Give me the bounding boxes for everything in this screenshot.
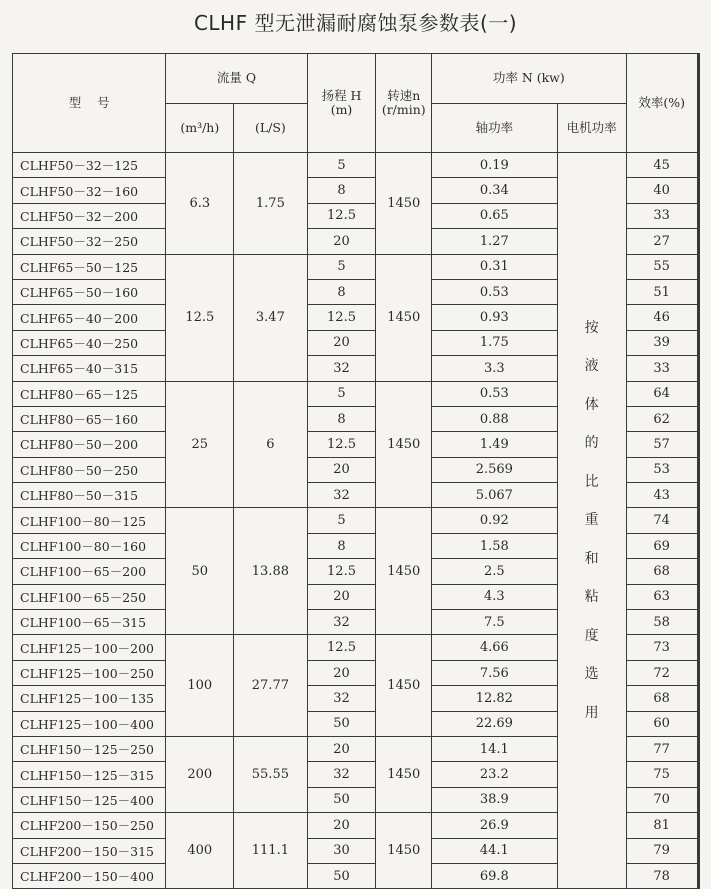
efficiency-cell: 74 <box>626 508 697 533</box>
impeller-cell <box>698 483 699 508</box>
header-flow-unit-ls: (L/S) <box>234 103 307 153</box>
flow-m3h-cell: 12.5 <box>166 254 234 381</box>
header-impeller <box>698 54 699 153</box>
model-cell: CLHF80－50－250 <box>13 457 166 482</box>
model-cell: CLHF125－100－200 <box>13 635 166 660</box>
shaft-power-cell: 0.65 <box>432 203 558 228</box>
model-cell: CLHF100－65－315 <box>13 610 166 635</box>
page-title: CLHF 型无泄漏耐腐蚀泵参数表(一) <box>193 11 518 35</box>
head-cell: 20 <box>307 736 376 761</box>
efficiency-cell: 75 <box>626 762 697 787</box>
flow-ls-cell: 13.88 <box>234 508 307 635</box>
head-cell: 5 <box>307 508 376 533</box>
shaft-power-cell: 22.69 <box>432 711 558 736</box>
model-cell: CLHF150－125－400 <box>13 787 166 812</box>
model-cell: CLHF50－32－200 <box>13 203 166 228</box>
shaft-power-cell: 69.8 <box>432 863 558 888</box>
shaft-power-cell: 0.31 <box>432 254 558 279</box>
head-cell: 5 <box>307 381 376 406</box>
impeller-cell <box>698 559 699 584</box>
impeller-cell <box>698 229 699 254</box>
model-cell: CLHF125－100－250 <box>13 660 166 685</box>
model-cell: CLHF100－80－160 <box>13 533 166 558</box>
shaft-power-cell: 7.56 <box>432 660 558 685</box>
header-power: 功率 N (kw) <box>432 54 627 104</box>
efficiency-cell: 43 <box>626 483 697 508</box>
flow-ls-cell: 111.1 <box>234 813 307 889</box>
efficiency-cell: 62 <box>626 406 697 431</box>
header-flow-unit-m3h: (m³/h) <box>166 103 234 153</box>
head-cell: 12.5 <box>307 305 376 330</box>
shaft-power-cell: 0.88 <box>432 406 558 431</box>
efficiency-cell: 64 <box>626 381 697 406</box>
flow-m3h-cell: 100 <box>166 635 234 737</box>
shaft-power-cell: 26.9 <box>432 813 558 838</box>
head-cell: 30 <box>307 838 376 863</box>
shaft-power-cell: 23.2 <box>432 762 558 787</box>
model-cell: CLHF65－50－160 <box>13 279 166 304</box>
speed-cell: 1450 <box>376 153 432 255</box>
impeller-cell <box>698 610 699 635</box>
impeller-cell <box>698 711 699 736</box>
impeller-cell <box>698 787 699 812</box>
impeller-cell <box>698 863 699 888</box>
impeller-cell <box>698 457 699 482</box>
impeller-cell <box>698 203 699 228</box>
pump-parameter-table <box>12 53 700 889</box>
model-cell: CLHF50－32－160 <box>13 178 166 203</box>
model-cell: CLHF150－125－250 <box>13 736 166 761</box>
efficiency-cell: 68 <box>626 559 697 584</box>
head-cell: 20 <box>307 229 376 254</box>
shaft-power-cell: 7.5 <box>432 610 558 635</box>
head-cell: 32 <box>307 762 376 787</box>
head-cell: 32 <box>307 356 376 381</box>
model-cell: CLHF65－40－200 <box>13 305 166 330</box>
header-model: 型 号 <box>13 54 166 153</box>
model-cell: CLHF80－50－200 <box>13 432 166 457</box>
impeller-cell <box>698 838 699 863</box>
shaft-power-cell: 1.75 <box>432 330 558 355</box>
efficiency-cell: 33 <box>626 356 697 381</box>
flow-ls-cell: 55.55 <box>234 736 307 812</box>
efficiency-cell: 81 <box>626 813 697 838</box>
model-cell: CLHF65－40－315 <box>13 356 166 381</box>
impeller-cell <box>698 533 699 558</box>
impeller-cell <box>698 330 699 355</box>
head-cell: 12.5 <box>307 432 376 457</box>
impeller-cell <box>698 381 699 406</box>
head-cell: 20 <box>307 584 376 609</box>
flow-m3h-cell: 25 <box>166 381 234 508</box>
efficiency-cell: 63 <box>626 584 697 609</box>
efficiency-cell: 53 <box>626 457 697 482</box>
speed-cell: 1450 <box>376 381 432 508</box>
head-cell: 20 <box>307 330 376 355</box>
flow-m3h-cell: 6.3 <box>166 153 234 255</box>
head-cell: 5 <box>307 254 376 279</box>
efficiency-cell: 39 <box>626 330 697 355</box>
shaft-power-cell: 0.53 <box>432 279 558 304</box>
shaft-power-cell: 4.3 <box>432 584 558 609</box>
impeller-cell <box>698 584 699 609</box>
model-cell: CLHF200－150－250 <box>13 813 166 838</box>
header-speed-unit: (r/min) <box>381 102 426 117</box>
shaft-power-cell: 4.66 <box>432 635 558 660</box>
efficiency-cell: 60 <box>626 711 697 736</box>
model-cell: CLHF125－100－400 <box>13 711 166 736</box>
head-cell: 8 <box>307 178 376 203</box>
speed-cell: 1450 <box>376 813 432 889</box>
shaft-power-cell: 0.19 <box>432 153 558 178</box>
speed-cell: 1450 <box>376 635 432 737</box>
flow-m3h-cell: 200 <box>166 736 234 812</box>
header-speed <box>376 54 432 153</box>
efficiency-cell: 77 <box>626 736 697 761</box>
efficiency-cell: 73 <box>626 635 697 660</box>
model-cell: CLHF150－125－315 <box>13 762 166 787</box>
model-cell: CLHF80－65－160 <box>13 406 166 431</box>
model-cell: CLHF100－65－200 <box>13 559 166 584</box>
flow-ls-cell: 1.75 <box>234 153 307 255</box>
header-shaft-power: 轴功率 <box>432 103 558 153</box>
model-cell: CLHF65－50－125 <box>13 254 166 279</box>
model-cell: CLHF100－80－125 <box>13 508 166 533</box>
flow-ls-cell: 3.47 <box>234 254 307 381</box>
shaft-power-cell: 3.3 <box>432 356 558 381</box>
efficiency-cell: 55 <box>626 254 697 279</box>
efficiency-cell: 45 <box>626 153 697 178</box>
speed-cell: 1450 <box>376 736 432 812</box>
head-cell: 32 <box>307 610 376 635</box>
shaft-power-cell: 5.067 <box>432 483 558 508</box>
header-head-label: 扬程 H <box>321 88 362 103</box>
efficiency-cell: 58 <box>626 610 697 635</box>
head-cell: 12.5 <box>307 559 376 584</box>
head-cell: 50 <box>307 787 376 812</box>
flow-ls-cell: 27.77 <box>234 635 307 737</box>
impeller-cell <box>698 153 699 178</box>
header-flow: 流量 Q <box>166 54 307 104</box>
efficiency-cell: 46 <box>626 305 697 330</box>
head-cell: 5 <box>307 153 376 178</box>
impeller-cell <box>698 305 699 330</box>
model-cell: CLHF100－65－250 <box>13 584 166 609</box>
header-head-unit: (m) <box>330 102 353 117</box>
head-cell: 8 <box>307 406 376 431</box>
model-cell: CLHF125－100－135 <box>13 686 166 711</box>
shaft-power-cell: 38.9 <box>432 787 558 812</box>
impeller-cell <box>698 432 699 457</box>
table-row <box>13 153 700 178</box>
header-head <box>307 54 376 153</box>
shaft-power-cell: 0.93 <box>432 305 558 330</box>
speed-cell: 1450 <box>376 254 432 381</box>
impeller-cell <box>698 635 699 660</box>
impeller-cell <box>698 762 699 787</box>
shaft-power-cell: 1.49 <box>432 432 558 457</box>
head-cell: 20 <box>307 457 376 482</box>
efficiency-cell: 51 <box>626 279 697 304</box>
efficiency-cell: 70 <box>626 787 697 812</box>
model-cell: CLHF65－40－250 <box>13 330 166 355</box>
model-cell: CLHF80－50－315 <box>13 483 166 508</box>
efficiency-cell: 72 <box>626 660 697 685</box>
head-cell: 20 <box>307 813 376 838</box>
shaft-power-cell: 14.1 <box>432 736 558 761</box>
impeller-cell <box>698 406 699 431</box>
efficiency-cell: 57 <box>626 432 697 457</box>
efficiency-cell: 68 <box>626 686 697 711</box>
shaft-power-cell: 0.53 <box>432 381 558 406</box>
speed-cell: 1450 <box>376 508 432 635</box>
flow-ls-cell: 6 <box>234 381 307 508</box>
model-cell: CLHF200－150－315 <box>13 838 166 863</box>
shaft-power-cell: 2.569 <box>432 457 558 482</box>
head-cell: 50 <box>307 863 376 888</box>
efficiency-cell: 33 <box>626 203 697 228</box>
head-cell: 20 <box>307 660 376 685</box>
impeller-cell <box>698 178 699 203</box>
efficiency-cell: 40 <box>626 178 697 203</box>
impeller-cell <box>698 279 699 304</box>
shaft-power-cell: 1.58 <box>432 533 558 558</box>
efficiency-cell: 79 <box>626 838 697 863</box>
flow-m3h-cell: 400 <box>166 813 234 889</box>
header-speed-label: 转速n <box>387 88 421 103</box>
motor-power-note: 按液体的比重和粘度选用 <box>584 319 599 721</box>
impeller-cell <box>698 254 699 279</box>
impeller-cell <box>698 356 699 381</box>
impeller-cell <box>698 660 699 685</box>
model-cell: CLHF50－32－250 <box>13 229 166 254</box>
shaft-power-cell: 1.27 <box>432 229 558 254</box>
head-cell: 32 <box>307 686 376 711</box>
head-cell: 8 <box>307 279 376 304</box>
header-motor-power: 电机功率 <box>557 103 626 153</box>
model-cell: CLHF50－32－125 <box>13 153 166 178</box>
shaft-power-cell: 12.82 <box>432 686 558 711</box>
flow-m3h-cell: 50 <box>166 508 234 635</box>
shaft-power-cell: 44.1 <box>432 838 558 863</box>
impeller-cell <box>698 686 699 711</box>
head-cell: 8 <box>307 533 376 558</box>
impeller-cell <box>698 508 699 533</box>
shaft-power-cell: 2.5 <box>432 559 558 584</box>
impeller-cell <box>698 736 699 761</box>
model-cell: CLHF200－150－400 <box>13 863 166 888</box>
head-cell: 32 <box>307 483 376 508</box>
motor-power-note-cell <box>557 153 626 889</box>
efficiency-cell: 78 <box>626 863 697 888</box>
shaft-power-cell: 0.92 <box>432 508 558 533</box>
header-efficiency: 效率(%) <box>626 54 697 153</box>
shaft-power-cell: 0.34 <box>432 178 558 203</box>
head-cell: 50 <box>307 711 376 736</box>
head-cell: 12.5 <box>307 635 376 660</box>
efficiency-cell: 69 <box>626 533 697 558</box>
head-cell: 12.5 <box>307 203 376 228</box>
efficiency-cell: 27 <box>626 229 697 254</box>
table-body <box>13 153 700 889</box>
impeller-cell <box>698 813 699 838</box>
model-cell: CLHF80－65－125 <box>13 381 166 406</box>
